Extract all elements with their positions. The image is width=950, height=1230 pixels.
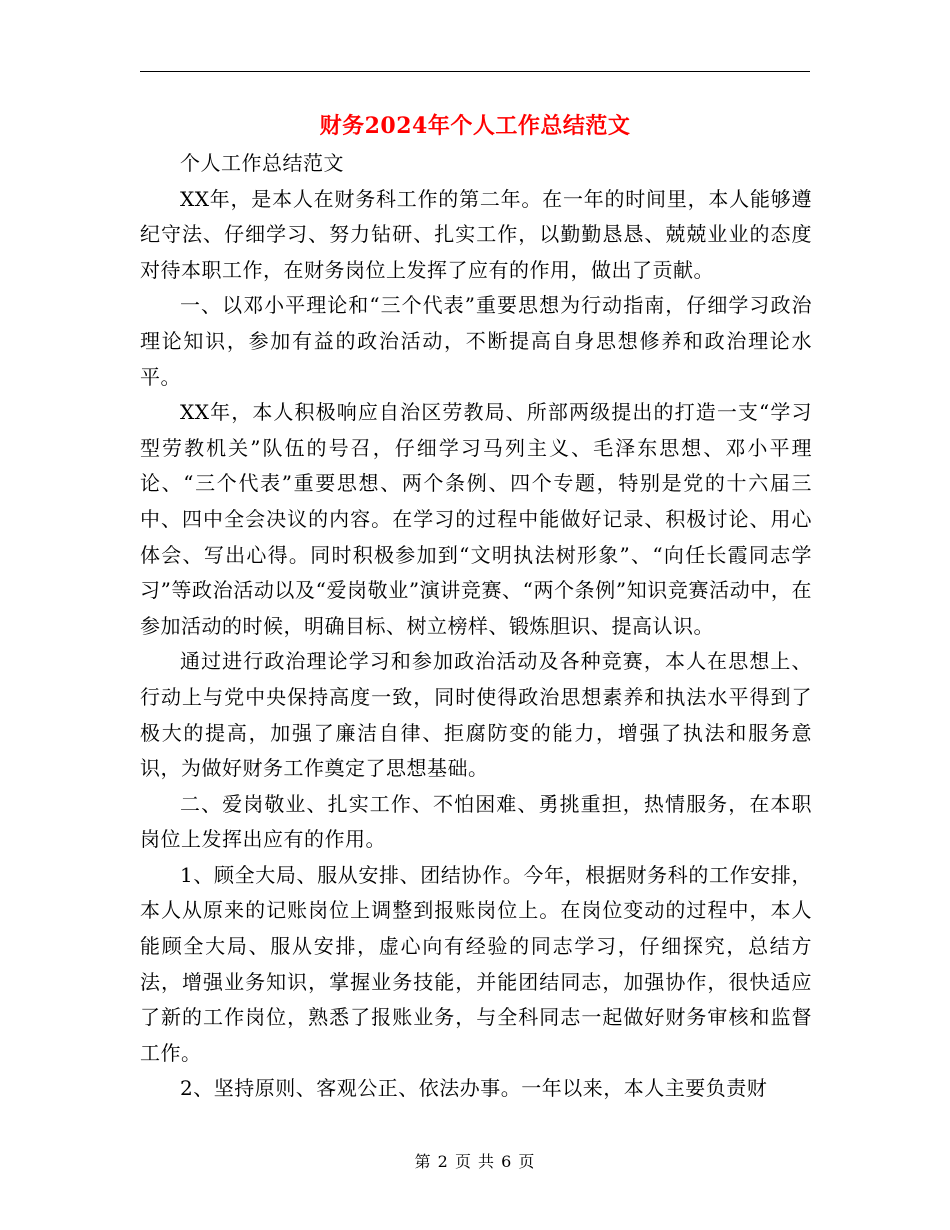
- paragraph-item-1: 1、顾全大局、服从安排、团结协作。今年，根据财务科的工作安排，本人从原来的记账岗位上调整到报账岗位上。在岗位变动的过程中，本人能顾全大局、服从安排，虚心向有经验的同志学习，仔细探究，总结方法，增强业务知识，掌握业务技能，并能团结同志，加强协作，很快适应了新的工作岗位，熟悉了报账业务，与全科同志一起做好财务审核和监督工作。: [140, 862, 812, 1065]
- paragraph-section-2-heading: 二、爱岗敬业、扎实工作、不怕困难、勇挑重担，热情服务，在本职岗位上发挥出应有的作用。: [140, 791, 812, 852]
- header-rule: [140, 71, 810, 72]
- paragraph-intro: XX年，是本人在财务科工作的第二年。在一年的时间里，本人能够遵纪守法、仔细学习、努力钻研、扎实工作，以勤勤恳恳、兢兢业业的态度对待本职工作，在财务岗位上发挥了应有的作用，做出了贡献。: [140, 186, 812, 282]
- page-footer: 第 2 页 共 6 页: [414, 1152, 536, 1171]
- document-body: [140, 146, 812, 1107]
- paragraph-section-1-study: XX年，本人积极响应自治区劳教局、所部两级提出的打造一支“学习型劳教机关”队伍的号召，仔细学习马列主义、毛泽东思想、邓小平理论、“三个代表”重要思想、两个条例、四个专题，特别是党的十六届三中、四中全会决议的内容。在学习的过程中能做好记录、积极讨论、用心体会、写出心得。同时积极参加到“文明执法树形象”、“向任长霞同志学习”等政治活动以及“爱岗敬业”演讲竞赛、“两个条例”知识竞赛活动中，在参加活动的时候，明确目标、树立榜样、锻炼胆识、提高认识。: [140, 400, 812, 638]
- document-title: 财务2024年个人工作总结范文: [319, 113, 631, 139]
- paragraph-section-1-heading: 一、以邓小平理论和“三个代表”重要思想为行动指南，仔细学习政治理论知识，参加有益的政治活动，不断提高自身思想修养和政治理论水平。: [140, 293, 812, 389]
- paragraph-subtitle: 个人工作总结范文: [180, 151, 344, 175]
- paragraph-section-1-result: 通过进行政治理论学习和参加政治活动及各种竞赛，本人在思想上、行动上与党中央保持高度一致，同时使得政治思想素养和执法水平得到了极大的提高，加强了廉洁自律、拒腐防变的能力，增强了执法和服务意识，为做好财务工作奠定了思想基础。: [140, 649, 812, 781]
- paragraph-item-2: 2、坚持原则、客观公正、依法办事。一年以来，本人主要负责财: [180, 1076, 768, 1101]
